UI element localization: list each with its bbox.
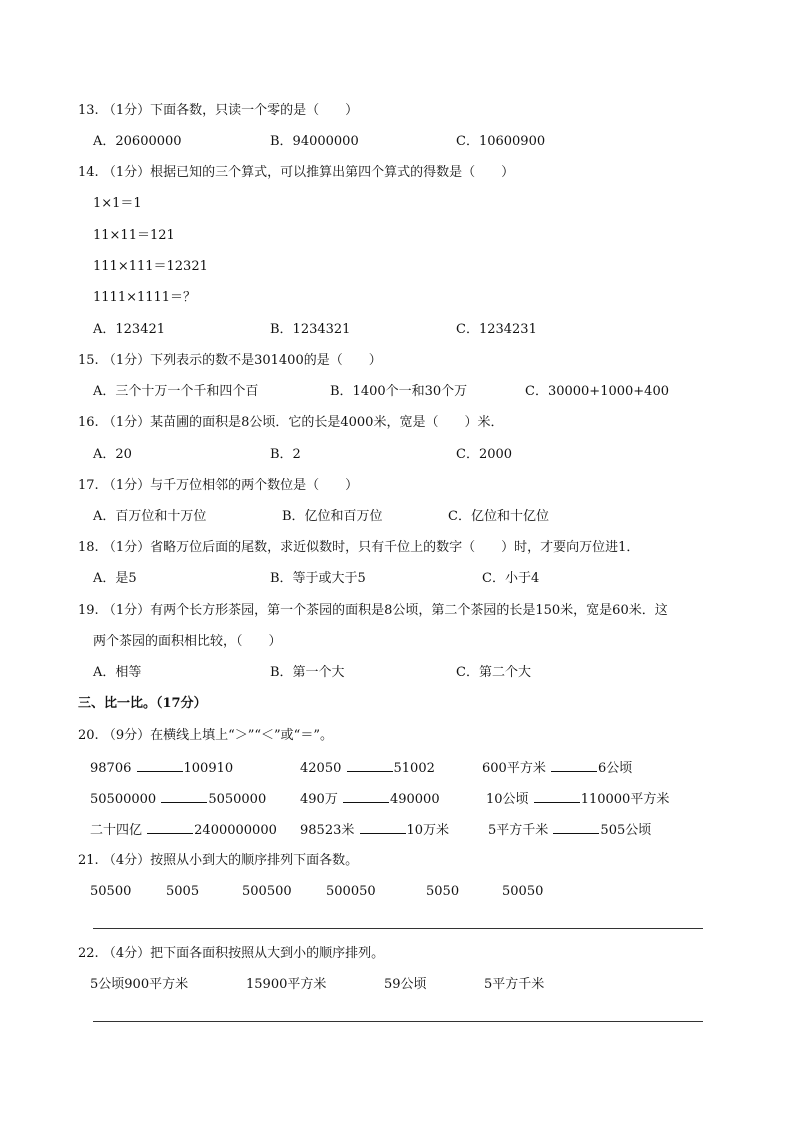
option-c: C．亿位和十亿位: [448, 509, 549, 524]
question-number: 17.: [78, 478, 99, 493]
answer-line[interactable]: [93, 928, 703, 929]
question-number: 21.: [78, 853, 99, 868]
option-a: A．三个十万一个千和四个百: [93, 384, 259, 399]
question-text: （9分）在横线上填上“＞”“＜”或“＝”。: [102, 728, 333, 743]
area-item: 15900平方米: [246, 977, 327, 992]
answer-line[interactable]: [93, 1021, 703, 1022]
compare-item: 490万 490000: [300, 792, 440, 807]
question-19: [78, 603, 668, 619]
question-text: （1分）下列表示的数不是301400的是（ ）: [102, 353, 382, 368]
question-text: （1分）省略万位后面的尾数，求近似数时，只有千位上的数字（ ）时，才要向万位进1．: [102, 540, 640, 555]
answer-blank[interactable]: [551, 759, 597, 772]
question-number: 14.: [78, 165, 99, 180]
question-14: [78, 165, 514, 181]
number-item: 50500: [90, 884, 132, 899]
compare-item: 10公顷 110000平方米: [486, 792, 670, 807]
question-17: [78, 478, 358, 494]
equation-line: 11×11＝121: [93, 228, 175, 243]
section-title: 三、比一比。（17分）: [78, 696, 207, 711]
option-a: A．相等: [93, 665, 142, 680]
question-text: （4分）把下面各面积按照从大到小的顺序排列。: [102, 946, 385, 961]
number-item: 5005: [166, 884, 200, 899]
number-item: 500050: [326, 884, 376, 899]
option-a: A．是5: [93, 571, 137, 586]
question-number: 19.: [78, 603, 99, 618]
question-number: 15.: [78, 353, 99, 368]
answer-blank[interactable]: [147, 821, 193, 834]
question-text: （1分）根据已知的三个算式，可以推算出第四个算式的得数是（ ）: [102, 165, 515, 180]
equation-line: 111×111＝12321: [93, 259, 208, 274]
question-text-continued: 两个茶园的面积相比较，（ ）: [93, 634, 282, 649]
question-number: 20.: [78, 728, 99, 743]
compare-item: 98706 100910: [90, 761, 234, 776]
question-22: [78, 946, 384, 962]
option-b: B．第一个大: [270, 665, 345, 680]
question-20: [78, 728, 333, 744]
compare-item: 5平方千米 505公顷: [488, 823, 652, 838]
question-number: 22.: [78, 946, 99, 961]
area-item: 59公顷: [384, 977, 427, 992]
question-15: [78, 353, 382, 369]
question-13: [78, 103, 358, 119]
option-b: B．1400个一和30个万: [330, 384, 468, 399]
answer-blank[interactable]: [534, 790, 580, 803]
area-item: 5公顷900平方米: [90, 977, 189, 992]
answer-blank[interactable]: [137, 759, 183, 772]
question-16: [78, 415, 503, 431]
option-c: C．第二个大: [456, 665, 531, 680]
option-c: C．小于4: [482, 571, 540, 586]
option-a: A．123421: [93, 322, 166, 337]
answer-blank[interactable]: [343, 790, 389, 803]
compare-item: 98523米 10万米: [300, 823, 450, 838]
option-c: C．2000: [456, 447, 513, 462]
question-number: 13.: [78, 103, 99, 118]
answer-blank[interactable]: [553, 821, 599, 834]
number-item: 50050: [502, 884, 544, 899]
question-text: （1分）某苗圃的面积是8公顷．它的长是4000米，宽是（ ）米．: [102, 415, 504, 430]
question-18: [78, 540, 639, 556]
option-c: C．10600900: [456, 134, 546, 149]
compare-item: 42050 51002: [300, 761, 435, 776]
question-text: （1分）下面各数，只读一个零的是（ ）: [102, 103, 359, 118]
answer-blank[interactable]: [360, 821, 406, 834]
number-item: 5050: [426, 884, 460, 899]
equation-line: 1×1＝1: [93, 196, 142, 211]
option-b: B．亿位和百万位: [282, 509, 383, 524]
equation-line: 1111×1111＝？: [93, 290, 197, 305]
compare-item: 50500000 5050000: [90, 792, 267, 807]
area-item: 5平方千米: [484, 977, 545, 992]
option-a: A．20: [93, 447, 132, 462]
number-item: 500500: [242, 884, 292, 899]
option-c: C．1234231: [456, 322, 537, 337]
compare-item: 二十四亿 2400000000: [90, 823, 277, 838]
option-b: B．1234321: [270, 322, 351, 337]
answer-blank[interactable]: [161, 790, 207, 803]
question-text: （4分）按照从小到大的顺序排列下面各数。: [102, 853, 359, 868]
question-21: [78, 853, 358, 869]
question-text: （1分）与千万位相邻的两个数位是（ ）: [102, 478, 359, 493]
question-number: 16.: [78, 415, 99, 430]
option-b: B．94000000: [270, 134, 359, 149]
question-text: （1分）有两个长方形茶园，第一个茶园的面积是8公顷，第二个茶园的长是150米，宽是60米．这: [102, 603, 668, 618]
option-b: B．2: [270, 447, 301, 462]
option-c: C．30000+1000+400: [525, 384, 669, 399]
question-number: 18.: [78, 540, 99, 555]
option-a: A．百万位和十万位: [93, 509, 207, 524]
option-a: A．20600000: [93, 134, 182, 149]
answer-blank[interactable]: [347, 759, 393, 772]
compare-item: 600平方米 6公顷: [482, 761, 633, 776]
option-b: B．等于或大于5: [270, 571, 366, 586]
